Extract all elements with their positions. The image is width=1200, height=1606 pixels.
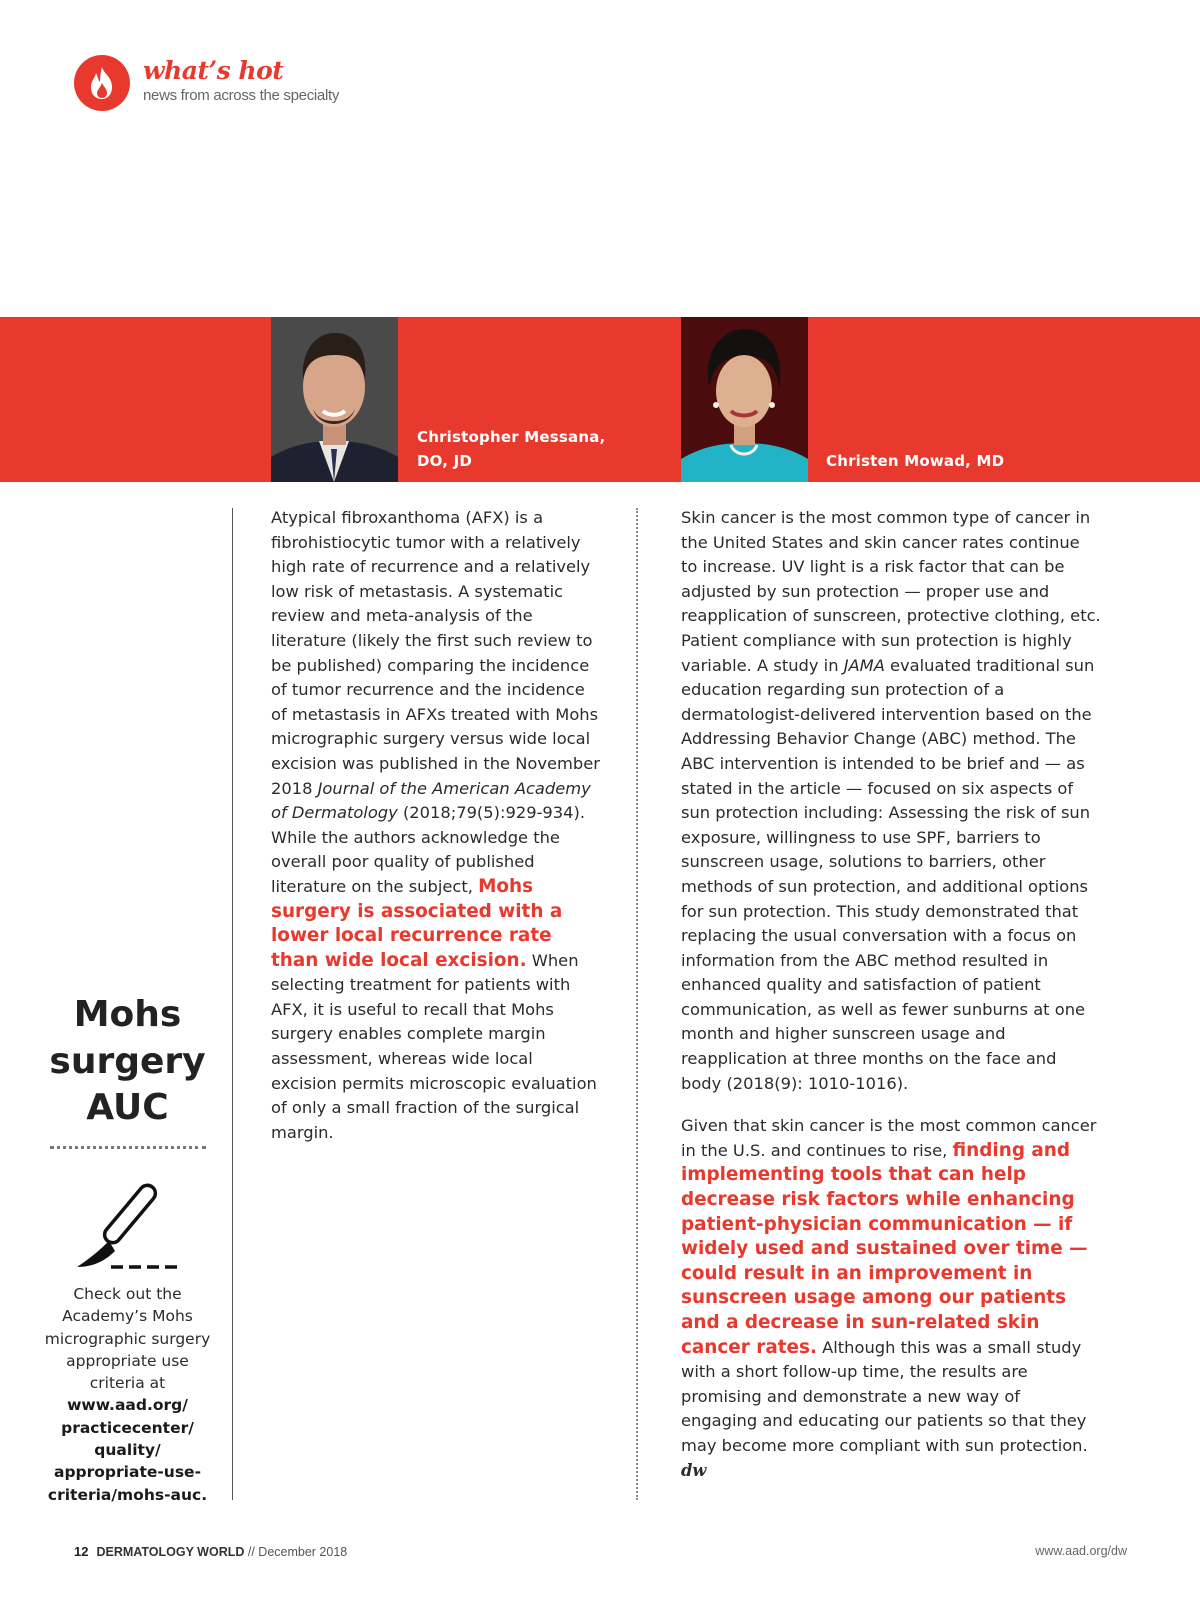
sidebar-url[interactable]: www.aad.org/ practicecenter/ quality/ appropriate-use- criteria/mohs-auc. (47, 1396, 208, 1504)
body-text: When selecting treatment for patients with AFX, it is useful to recall that Mohs surgery enables complete margin assessment, whereas wide local excision permits microscopic evaluation of only a small fraction of the surgical margin. (271, 950, 597, 1142)
journal-title: JAMA (843, 655, 885, 675)
signoff-mark: dw (681, 1460, 707, 1480)
magazine-name: DERMATOLOGY WORLD (96, 1545, 245, 1559)
highlight-text: Mohs surgery is associated with a lower local recurrence rate than wide local excision. (271, 875, 563, 971)
page-number: 12 (74, 1544, 89, 1559)
folio-separator: // (244, 1545, 259, 1559)
sidebar-dotted-rule (50, 1146, 206, 1149)
issue-date: December 2018 (258, 1545, 348, 1559)
body-text: evaluated traditional sun education regarding sun protection of a dermatologist-delivered intervention based on the Addressing Behavior Change (ABC) method. The ABC intervention is intended to be brief and — as stated in the article — focused on six aspects of sun protection including: Assessing the risk of sun exposure, willingness to use SPF, barriers to sunscreen usage, solutions to barriers, other methods of sun protection, and additional options for sun protection. This study demonstrated that replacing the usual conversation with a focus on information from the ABC method resulted in enhanced quality and satisfaction of patient communication, as well as fewer sunburns at one month and higher sunscreen usage and reapplication at three months on the face and body (2018(9): 1010-1016). (681, 655, 1095, 1093)
footer-url[interactable]: www.aad.org/dw (1035, 1544, 1127, 1558)
author-name-line2: DO, JD (417, 452, 473, 470)
sidebar-title-line: surgery (49, 1040, 206, 1082)
article-paragraph (681, 1114, 1101, 1483)
body-text: Given that skin cancer is the most common cancer in the U.S. and continues to rise, (681, 1116, 1097, 1160)
sidebar-title-line: Mohs (73, 994, 182, 1035)
highlight-text: finding and implementing tools that can help decrease risk factors while enhancing patient-physician communication — if widely used and sustained over time — could result in an improvement in sunscreen usage among our patients and a decrease in sun-related skin cancer rates. (681, 1139, 1088, 1358)
body-text: Although this was a small study with a short follow-up time, the results are promising and demonstrate a new way of engaging and educating our patients so that they may become more compliant with sun protection. (681, 1337, 1088, 1455)
sidebar-callout (40, 1283, 215, 1506)
column-divider (636, 508, 638, 1500)
author-caption-messana (417, 425, 637, 473)
journal-title: Journal of the American Academy of Dermatology (271, 778, 591, 823)
article-column-mowad (681, 506, 1101, 1483)
footer-folio (74, 1544, 347, 1559)
article-paragraph (681, 506, 1101, 1096)
author-photo-messana (271, 317, 398, 482)
author-name-line1: Christopher Messana, (417, 428, 606, 446)
sidebar-intro: Check out the Academy’s Mohs micrographic surgery appropriate use criteria at (44, 1285, 211, 1393)
author-caption-mowad: Christen Mowad, MD (826, 452, 1005, 470)
body-text: Atypical fibroxanthoma (AFX) is a fibrohistiocytic tumor with a relatively high rate of recurrence and a relatively low risk of metastasis. A systematic review and meta-analysis of the literature (likely the first such review to be published) comparing the incidence of tumor recurrence and the incidence of metastasis in AFXs treated with Mohs micrographic surgery versus wide local excision was published in the November 2018 (271, 508, 600, 798)
article-column-messana (271, 506, 601, 1145)
section-title: what’s hot (143, 56, 284, 85)
sidebar-divider (232, 508, 233, 1500)
author-photo-mowad (681, 317, 808, 482)
section-logo (74, 55, 130, 111)
scalpel-icon (75, 1165, 185, 1279)
flame-icon (86, 65, 118, 101)
section-subtitle: news from across the specialty (143, 87, 340, 104)
sidebar-title-line: AUC (86, 1087, 169, 1128)
sidebar-title (40, 992, 215, 1132)
body-text: Skin cancer is the most common type of cancer in the United States and skin cancer rates continue to increase. UV light is a risk factor that can be adjusted by sun protection — proper use and reapplication of sunscreen, protective clothing, etc. Patient compliance with sun protection is highly variable. A study in (681, 508, 1101, 675)
body-text: (2018;79(5):929-934). While the authors acknowledge the overall poor quality of published literature on the subject, (271, 803, 586, 896)
article-paragraph (271, 506, 601, 1145)
